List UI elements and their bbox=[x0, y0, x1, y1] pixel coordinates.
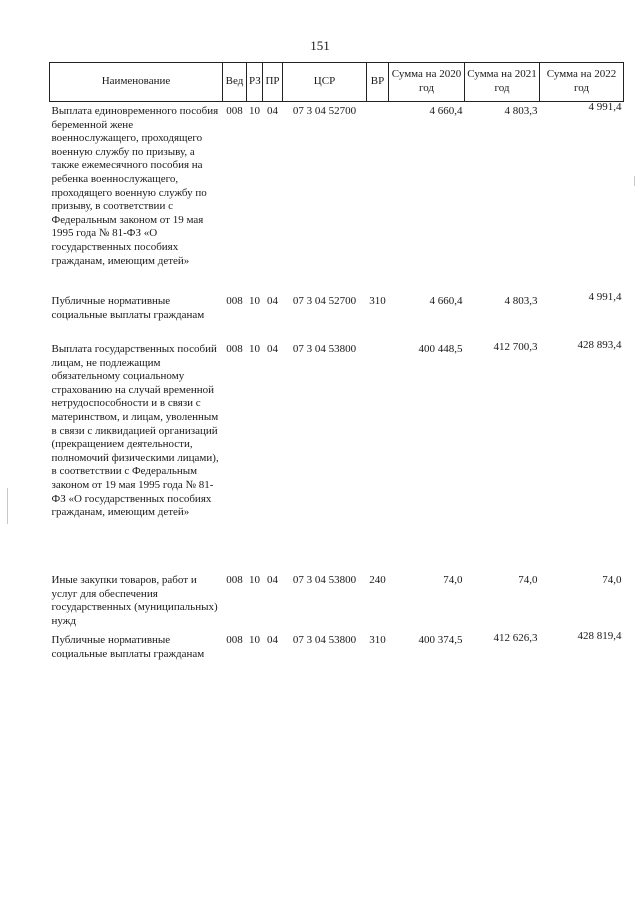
row-sum-2021: 412 700,3 bbox=[493, 341, 538, 353]
table-row bbox=[50, 292, 624, 340]
row-csr: 07 3 04 53800 bbox=[292, 574, 357, 586]
row-sum-2022: 4 991,4 bbox=[588, 291, 622, 303]
row-pr: 04 bbox=[267, 634, 278, 646]
row-name: Публичные нормативные социальные выплаты гражданам bbox=[51, 634, 205, 660]
row-ved: 008 bbox=[226, 634, 243, 646]
row-sum-2022: 4 991,4 bbox=[588, 101, 622, 113]
row-ved: 008 bbox=[226, 343, 243, 355]
row-name: Выплата единовременного пособия беременной жене военнослужащего, проходящего военную службу по призыву, а также ежемесячного пособия на ребенка военнослужащего, проходящего военную службу по призыву, в соответствии с Федеральным законом от 19 мая 1995 года № 81-ФЗ «О государственных пособиях гражданам, имеющим детей» bbox=[51, 105, 219, 267]
header-sum-2020: Сумма на 2020 год bbox=[389, 63, 465, 102]
row-ved: 008 bbox=[226, 574, 243, 586]
row-sum-2022: 428 819,4 bbox=[577, 630, 622, 642]
row-sum-2022: 74,0 bbox=[602, 574, 622, 586]
header-rz: РЗ bbox=[247, 63, 263, 102]
row-sum-2020: 400 448,5 bbox=[418, 343, 463, 355]
row-rz: 10 bbox=[249, 343, 260, 355]
row-sum-2020: 400 374,5 bbox=[418, 634, 463, 646]
table-row bbox=[50, 571, 624, 631]
table-row bbox=[50, 102, 624, 293]
row-sum-2021: 4 803,3 bbox=[504, 295, 538, 307]
row-pr: 04 bbox=[267, 105, 278, 117]
row-sum-2020: 4 660,4 bbox=[429, 295, 463, 307]
header-sum-2022: Сумма на 2022 год bbox=[540, 63, 624, 102]
table-row bbox=[50, 631, 624, 678]
row-sum-2020: 74,0 bbox=[443, 574, 463, 586]
row-vr bbox=[367, 340, 389, 571]
row-csr: 07 3 04 52700 bbox=[292, 105, 357, 117]
row-name: Публичные нормативные социальные выплаты гражданам bbox=[51, 295, 205, 321]
row-rz: 10 bbox=[249, 105, 260, 117]
row-sum-2021: 4 803,3 bbox=[504, 105, 538, 117]
row-vr bbox=[367, 102, 389, 293]
header-vr: ВР bbox=[367, 63, 389, 102]
row-name: Иные закупки товаров, работ и услуг для обеспечения государственных (муниципальных) нужд bbox=[51, 574, 218, 627]
budget-table bbox=[49, 62, 624, 678]
page-number: 151 bbox=[310, 38, 330, 53]
table-row bbox=[50, 340, 624, 571]
row-ved: 008 bbox=[226, 295, 243, 307]
header-name: Наименование bbox=[50, 63, 223, 102]
row-pr: 04 bbox=[267, 295, 278, 307]
header-csr: ЦСР bbox=[283, 63, 367, 102]
header-sum-2021: Сумма на 2021 год bbox=[465, 63, 540, 102]
scan-margin-mark bbox=[7, 488, 8, 524]
row-pr: 04 bbox=[267, 574, 278, 586]
row-sum-2022: 428 893,4 bbox=[577, 339, 622, 351]
row-vr: 240 bbox=[369, 574, 386, 586]
scan-margin-mark bbox=[634, 176, 635, 186]
row-name: Выплата государственных пособий лицам, не подлежащим обязательному социальному страхованию на случай временной нетрудоспособности и в связи с материнством, и лицам, уволенным в связи с ликвидацией организаций (прекращением деятельности, полномочий физическими лицами), в соответствии с Федеральным законом от 19 мая 1995 года № 81-ФЗ «О государственных пособиях гражданам, имеющим детей» bbox=[51, 343, 219, 519]
row-rz: 10 bbox=[249, 634, 260, 646]
row-ved: 008 bbox=[226, 105, 243, 117]
row-vr: 310 bbox=[369, 295, 386, 307]
header-ved: Вед bbox=[223, 63, 247, 102]
row-csr: 07 3 04 53800 bbox=[292, 634, 357, 646]
row-rz: 10 bbox=[249, 574, 260, 586]
row-rz: 10 bbox=[249, 295, 260, 307]
row-sum-2020: 4 660,4 bbox=[429, 105, 463, 117]
row-sum-2021: 74,0 bbox=[518, 574, 538, 586]
row-csr: 07 3 04 52700 bbox=[292, 295, 357, 307]
row-pr: 04 bbox=[267, 343, 278, 355]
row-sum-2021: 412 626,3 bbox=[493, 632, 538, 644]
row-csr: 07 3 04 53800 bbox=[292, 343, 357, 355]
header-pr: ПР bbox=[263, 63, 283, 102]
row-vr: 310 bbox=[369, 634, 386, 646]
table-header-row bbox=[50, 63, 624, 102]
